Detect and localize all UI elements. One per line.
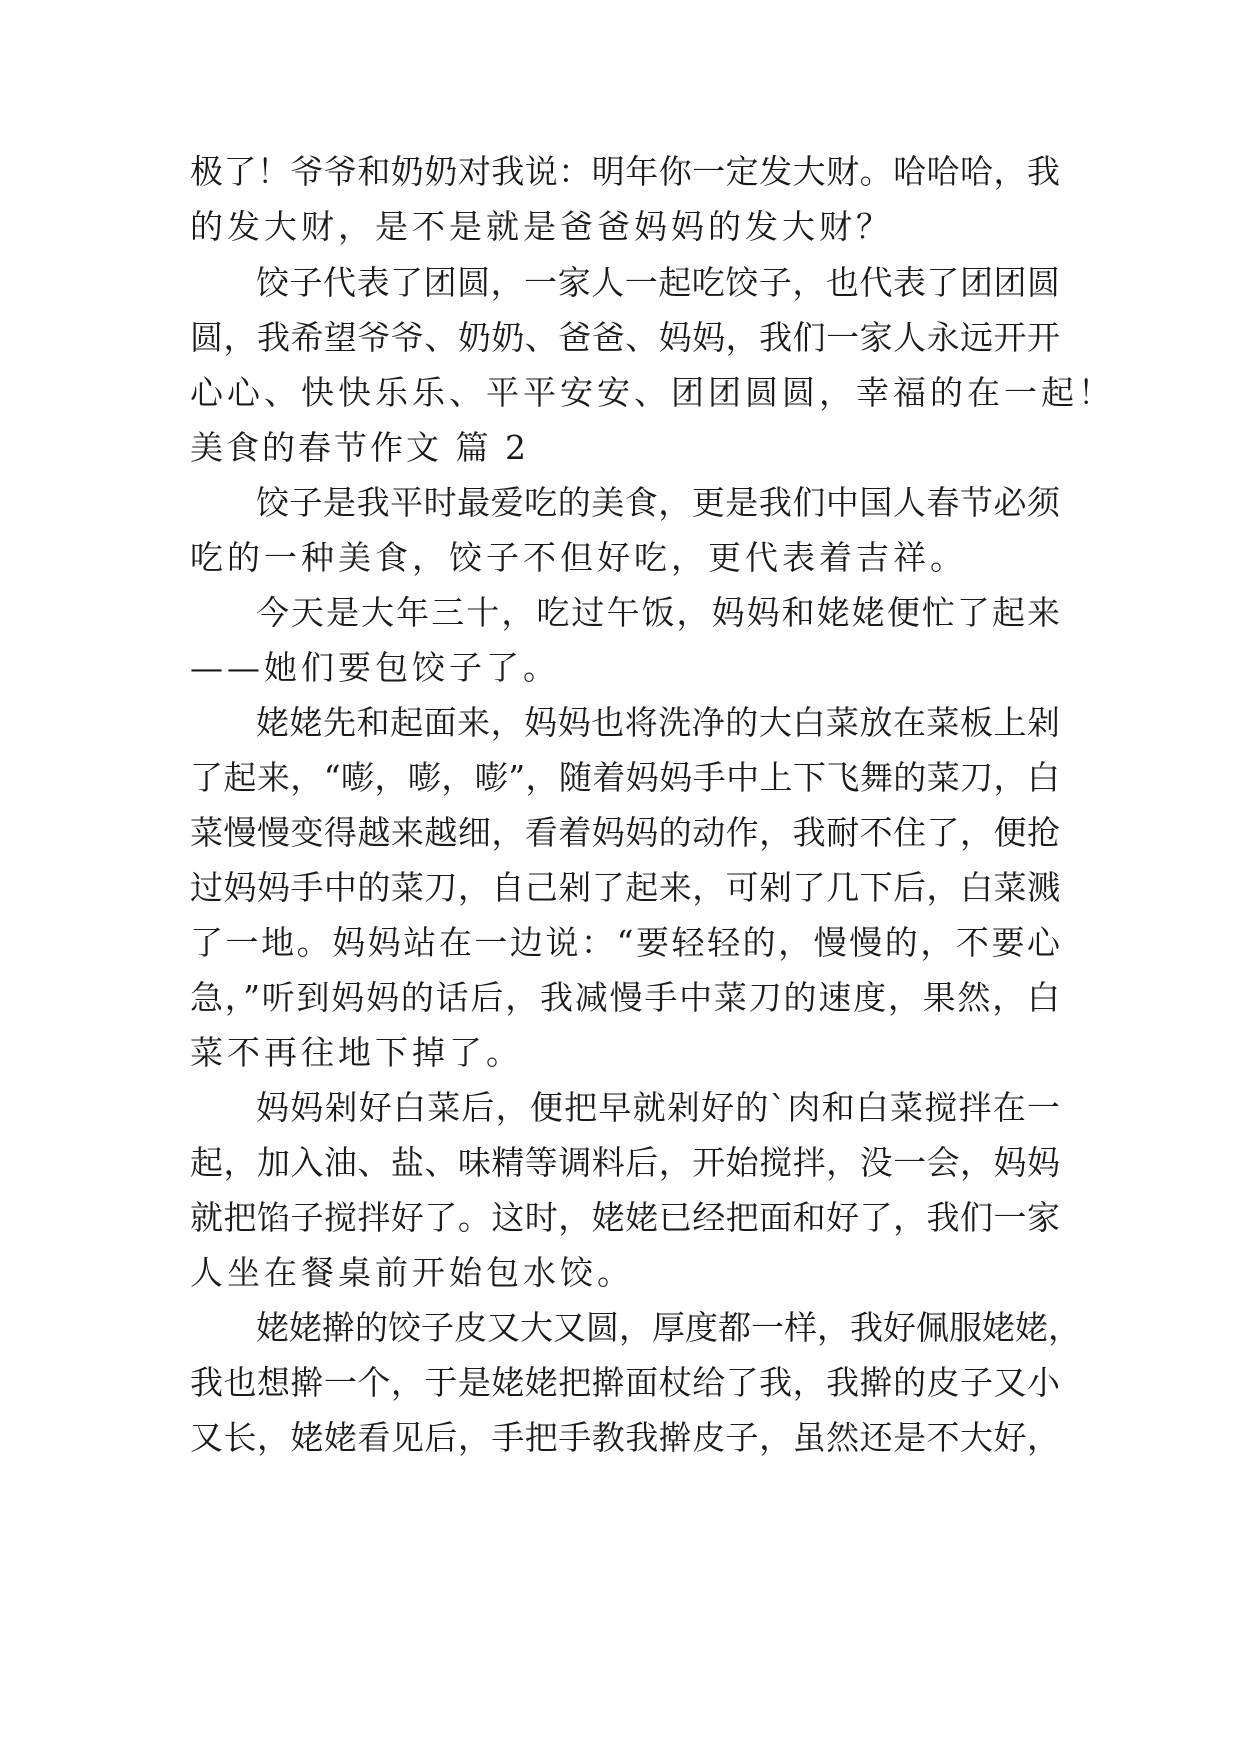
text-line: 了一地。妈妈站在一边说：“要轻轻的，慢慢的，不要心 — [190, 923, 1060, 962]
text-line: 的发大财，是不是就是爸爸妈妈的发大财？ — [190, 207, 893, 246]
text-line: 急，”听到妈妈的话后，我减慢手中菜刀的速度，果然，白 — [190, 978, 1060, 1017]
text-line: 饺子是我平时最爱吃的美食，更是我们中国人春节必须 — [256, 483, 1060, 522]
text-line: 姥姥先和起面来，妈妈也将洗净的大白菜放在菜板上剁 — [256, 703, 1060, 742]
text-line: 今天是大年三十，吃过午饭，妈妈和姥姥便忙了起来 — [256, 593, 1060, 632]
text-line: 过妈妈手中的菜刀，自己剁了起来，可剁了几下后，白菜溅 — [190, 868, 1060, 907]
text-line: 菜慢慢变得越来越细，看着妈妈的动作，我耐不住了，便抢 — [190, 813, 1060, 852]
text-line: 就把馅子搅拌好了。这时，姥姥已经把面和好了，我们一家 — [190, 1198, 1060, 1237]
text-line: 心心、快快乐乐、平平安安、团团圆圆，幸福的在一起！ — [190, 373, 1115, 412]
text-line: 极了！爷爷和奶奶对我说：明年你一定发大财。哈哈哈，我 — [190, 152, 1060, 191]
text-line: 菜不再往地下掉了。 — [190, 1033, 523, 1072]
text-line: 吃的一种美食，饺子不但好吃，更代表着吉祥。 — [190, 538, 967, 577]
text-line: 我也想擀一个，于是姥姥把擀面杖给了我，我擀的皮子又小 — [190, 1363, 1060, 1402]
text-line: 饺子代表了团圆，一家人一起吃饺子，也代表了团团圆 — [256, 263, 1060, 302]
section-heading: 美食的春节作文 篇 2 — [190, 428, 529, 467]
text-line: 圆，我希望爷爷、奶奶、爸爸、妈妈，我们一家人永远开开 — [190, 318, 1060, 357]
text-line: 又长，姥姥看见后，手把手教我擀皮子，虽然还是不大好， — [190, 1418, 1060, 1457]
text-line: 妈妈剁好白菜后，便把早就剁好的`肉和白菜搅拌在一 — [256, 1088, 1060, 1127]
text-line: 了起来，“嘭，嘭，嘭”，随着妈妈手中上下飞舞的菜刀，白 — [190, 758, 1060, 797]
text-line: ——她们要包饺子了。 — [190, 648, 560, 687]
text-line: 人坐在餐桌前开始包水饺。 — [190, 1253, 634, 1292]
text-line: 姥姥擀的饺子皮又大又圆，厚度都一样，我好佩服姥姥， — [256, 1308, 1081, 1347]
text-line: 起，加入油、盐、味精等调料后，开始搅拌，没一会，妈妈 — [190, 1143, 1060, 1182]
